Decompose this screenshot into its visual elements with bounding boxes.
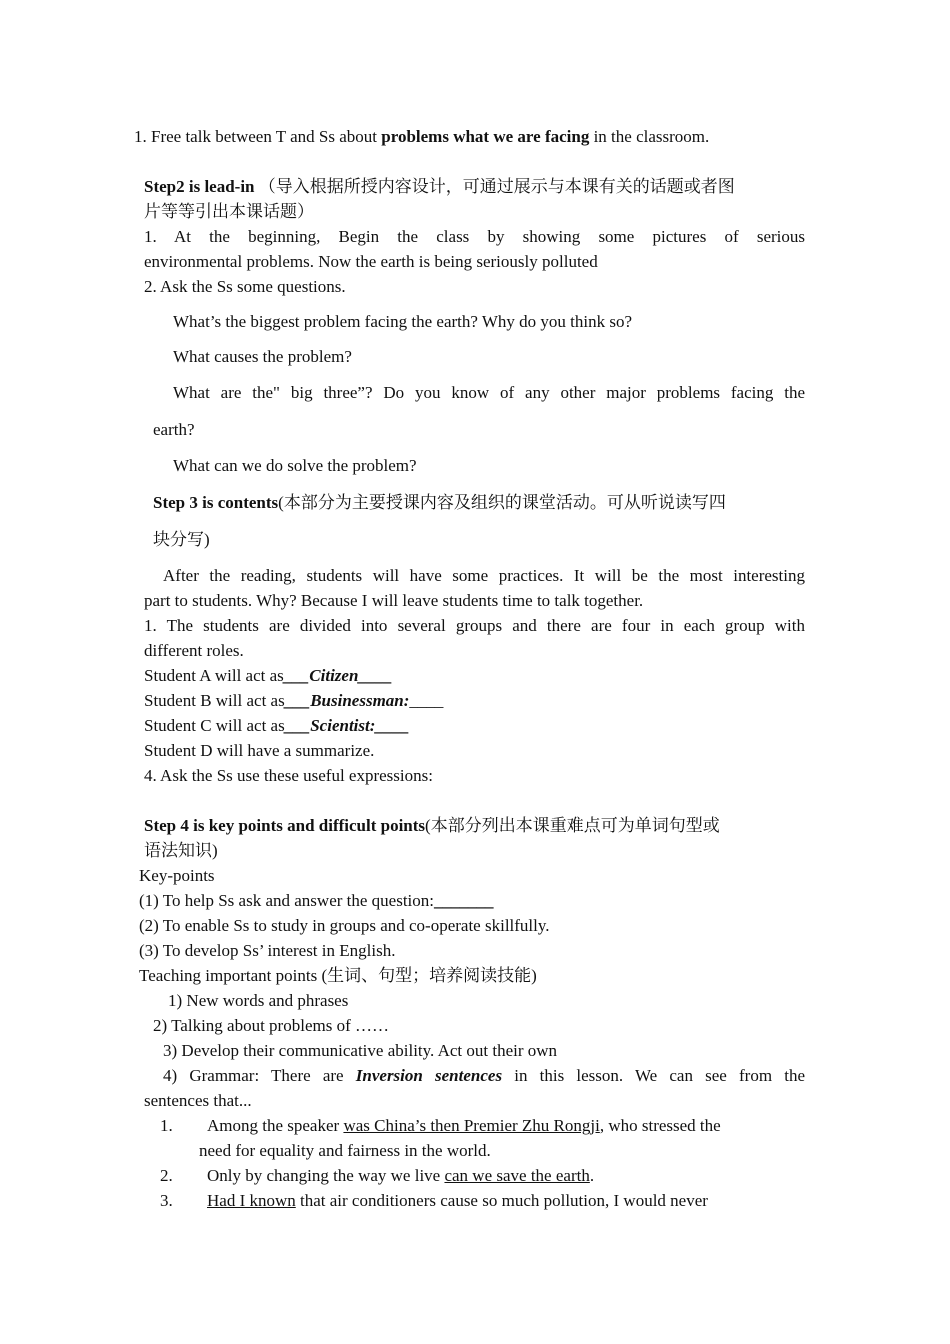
example-sentence-3 <box>160 1190 708 1212</box>
step3-paragraph1: After the reading, students will have some practices. It will be the most interesting <box>163 566 805 585</box>
example-2-text-end: . <box>589 1166 595 1185</box>
step2-heading: Step2 is lead-in <box>144 177 255 196</box>
step2-heading-line <box>144 176 735 198</box>
step3-item4: 4. Ask the Ss use these useful expressions: <box>144 766 433 785</box>
role-a-label: Student A will act as <box>144 666 284 685</box>
teaching-point-4-text: 4) Grammar: There are <box>163 1066 356 1085</box>
step1-item1-text: 1. Free talk between T and Ss about <box>134 127 382 146</box>
example-sentence-2 <box>160 1165 594 1187</box>
step2-item1: 1. At the beginning, Begin the class by showing some pictures of serious <box>144 227 805 246</box>
teaching-important-points: Teaching important points (生词、句型；培养阅读技能) <box>139 966 537 985</box>
role-a-blank: ___ <box>283 666 310 685</box>
step4-heading-line <box>144 815 720 837</box>
step3-paragraph1-cont: part to students. Why? Because I will leave students time to talk together. <box>144 591 644 610</box>
question-2: What causes the problem? <box>173 347 352 366</box>
step4-note-cont: 语法知识) <box>144 841 218 860</box>
teaching-point-4-cont: sentences that... <box>144 1091 252 1110</box>
step2-item2: 2. Ask the Ss some questions. <box>144 277 346 296</box>
role-c-blank-end: ____ <box>375 716 410 735</box>
key-point-3: (3) To develop Ss’ interest in English. <box>139 941 396 960</box>
example-sentence-1-cont: need for equality and fairness in the world. <box>199 1141 491 1160</box>
step3-heading: Step 3 is contents <box>153 493 279 512</box>
step4-heading: Step 4 is key points and difficult points <box>144 816 426 835</box>
step3-note-cont: 块分写) <box>153 530 210 549</box>
example-1-underlined: was China’s then Premier Zhu Rongji <box>343 1116 600 1135</box>
role-c-label: Student C will act as <box>144 716 285 735</box>
key-point-2: (2) To enable Ss to study in groups and co-operate skillfully. <box>139 916 550 935</box>
role-a-blank-end: ____ <box>358 666 393 685</box>
role-b-label: Student B will act as <box>144 691 285 710</box>
example-2-text: Only by changing the way we live <box>207 1166 445 1185</box>
question-1: What’s the biggest problem facing the earth? Why do you think so? <box>173 312 633 331</box>
teaching-point-4 <box>163 1065 805 1087</box>
role-c-name: Scientist: <box>310 716 376 735</box>
teaching-point-2: 2) Talking about problems of …… <box>153 1016 389 1035</box>
example-2-underlined: can we save the earth <box>444 1166 590 1185</box>
step4-note: (本部分列出本课重难点可为单词句型或 <box>425 816 720 835</box>
step1-item1-bold: problems what we are facing <box>381 127 590 146</box>
example-3-number: 3. <box>160 1191 173 1210</box>
role-student-c <box>144 715 409 737</box>
step3-heading-line <box>153 492 726 514</box>
role-c-blank: ___ <box>284 716 311 735</box>
example-1-text-end: , who stressed the <box>599 1116 721 1135</box>
teaching-point-4-term: Inversion sentences <box>355 1066 503 1085</box>
example-2-number: 2. <box>160 1166 173 1185</box>
role-student-d: Student D will have a summarize. <box>144 741 375 760</box>
step1-item1-text-end: in the classroom. <box>589 127 710 146</box>
example-sentence-1 <box>160 1115 721 1137</box>
step3-item1-cont: different roles. <box>144 641 244 660</box>
question-3-cont: earth? <box>153 420 195 439</box>
step1-item1 <box>134 126 709 148</box>
role-b-name: Businessman: <box>310 691 410 710</box>
example-1-number: 1. <box>160 1116 173 1135</box>
step2-note: （导入根据所授内容设计，可通过展示与本课有关的话题或者图 <box>254 177 735 196</box>
example-3-text: that air conditioners cause so much pollution, I would never <box>295 1191 708 1210</box>
step2-item1-cont: environmental problems. Now the earth is being seriously polluted <box>144 252 598 271</box>
example-3-underlined: Had I known <box>207 1191 296 1210</box>
key-point-1 <box>139 890 494 912</box>
step3-note: (本部分为主要授课内容及组织的课堂活动。可从听说读写四 <box>278 493 726 512</box>
teaching-point-1: 1) New words and phrases <box>168 991 349 1010</box>
question-3: What are the" big three”? Do you know of any other major problems facing the <box>173 383 805 402</box>
key-points-heading: Key-points <box>139 866 215 885</box>
step3-item1: 1. The students are divided into several groups and there are four in each group with <box>144 616 805 635</box>
role-student-a <box>144 665 392 687</box>
role-a-name: Citizen <box>309 666 359 685</box>
step2-note-cont: 片等等引出本课话题） <box>144 202 314 221</box>
example-1-text: Among the speaker <box>207 1116 344 1135</box>
role-b-blank-end: ____ <box>409 691 444 710</box>
role-b-blank: ___ <box>284 691 311 710</box>
teaching-point-4-text-end: in this lesson. We can see from the <box>502 1066 805 1085</box>
teaching-point-3: 3) Develop their communicative ability. Act out their own <box>163 1041 558 1060</box>
question-4: What can we do solve the problem? <box>173 456 417 475</box>
role-student-b <box>144 690 443 712</box>
key-point-1-blank: _______ <box>434 891 494 910</box>
key-point-1-text: (1) To help Ss ask and answer the question: <box>139 891 435 910</box>
